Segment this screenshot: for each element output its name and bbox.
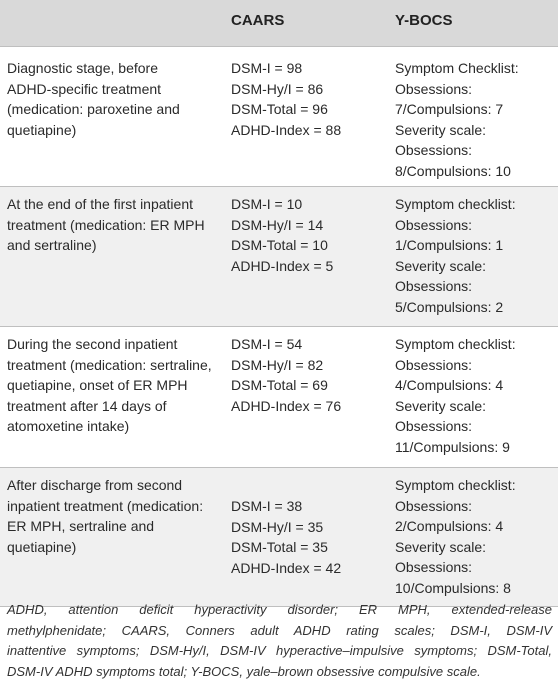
caars-line: DSM-I = 54 xyxy=(231,334,391,355)
stage-line: treatment after 14 days of xyxy=(7,396,225,417)
caars-line: DSM-Total = 96 xyxy=(231,99,391,120)
ybocs-line: Obsessions: xyxy=(395,79,555,100)
ybocs-cell xyxy=(395,194,555,317)
ybocs-line: Symptom checklist: xyxy=(395,475,555,496)
stage-cell xyxy=(7,475,225,557)
stage-line: inpatient treatment (medication: xyxy=(7,496,225,517)
caars-cell xyxy=(231,334,391,416)
ybocs-line: Obsessions: xyxy=(395,355,555,376)
caars-line: ADHD-Index = 5 xyxy=(231,256,391,277)
table-row xyxy=(0,327,558,468)
ybocs-cell xyxy=(395,334,555,457)
ybocs-line: Symptom checklist: xyxy=(395,194,555,215)
table-header xyxy=(0,0,558,47)
ybocs-line: 4/Compulsions: 4 xyxy=(395,375,555,396)
ybocs-line: Severity scale: xyxy=(395,537,555,558)
ybocs-line: 7/Compulsions: 7 xyxy=(395,99,555,120)
header-caars: CAARS xyxy=(231,12,284,29)
ybocs-line: Obsessions: xyxy=(395,215,555,236)
caars-cell xyxy=(231,496,391,578)
caars-line: DSM-Total = 35 xyxy=(231,537,391,558)
stage-line: Diagnostic stage, before xyxy=(7,58,225,79)
caars-line: DSM-Hy/I = 82 xyxy=(231,355,391,376)
caars-line: ADHD-Index = 88 xyxy=(231,120,391,141)
table-row xyxy=(0,468,558,607)
header-ybocs: Y-BOCS xyxy=(395,12,453,29)
stage-cell xyxy=(7,58,225,140)
caars-line: ADHD-Index = 76 xyxy=(231,396,391,417)
ybocs-line: Obsessions: xyxy=(395,416,555,437)
caars-line: DSM-Hy/I = 86 xyxy=(231,79,391,100)
stage-line: ADHD-specific treatment xyxy=(7,79,225,100)
ybocs-line: 2/Compulsions: 4 xyxy=(395,516,555,537)
ybocs-cell xyxy=(395,58,555,181)
stage-line: and sertraline) xyxy=(7,235,225,256)
caars-line: DSM-Total = 69 xyxy=(231,375,391,396)
stage-line: ER MPH, sertraline and xyxy=(7,516,225,537)
ybocs-line: 8/Compulsions: 10 xyxy=(395,161,555,182)
ybocs-line: Obsessions: xyxy=(395,557,555,578)
table-footnote xyxy=(7,600,552,682)
ybocs-line: 1/Compulsions: 1 xyxy=(395,235,555,256)
caars-cell xyxy=(231,194,391,276)
caars-line: DSM-Hy/I = 14 xyxy=(231,215,391,236)
footnote-line: ADHD, attention deficit hyperactivity disorder; ER MPH, extended-release xyxy=(7,600,552,621)
ybocs-line: Obsessions: xyxy=(395,496,555,517)
stage-line: treatment (medication: sertraline, xyxy=(7,355,225,376)
ybocs-line: Severity scale: xyxy=(395,120,555,141)
stage-line: (medication: paroxetine and xyxy=(7,99,225,120)
ybocs-line: 11/Compulsions: 9 xyxy=(395,437,555,458)
stage-line: During the second inpatient xyxy=(7,334,225,355)
ybocs-line: Obsessions: xyxy=(395,140,555,161)
ybocs-line: Severity scale: xyxy=(395,396,555,417)
caars-cell xyxy=(231,58,391,140)
stage-line: quetiapine, onset of ER MPH xyxy=(7,375,225,396)
footnote-line: methylphenidate; CAARS, Conners adult ADHD rating scales; DSM-I, DSM-IV xyxy=(7,621,552,642)
caars-line: DSM-I = 38 xyxy=(231,496,391,517)
footnote-line: DSM-IV ADHD symptoms total; Y-BOCS, yale–brown obsessive compulsive scale. xyxy=(7,662,552,682)
stage-line: At the end of the first inpatient xyxy=(7,194,225,215)
ybocs-line: 10/Compulsions: 8 xyxy=(395,578,555,599)
stage-line: quetiapine) xyxy=(7,120,225,141)
ybocs-line: Obsessions: xyxy=(395,276,555,297)
table-row xyxy=(0,47,558,187)
caars-line: DSM-Total = 10 xyxy=(231,235,391,256)
stage-line: treatment (medication: ER MPH xyxy=(7,215,225,236)
stage-cell xyxy=(7,194,225,256)
stage-cell xyxy=(7,334,225,437)
caars-line: DSM-Hy/I = 35 xyxy=(231,517,391,538)
stage-line: After discharge from second xyxy=(7,475,225,496)
stage-line: atomoxetine intake) xyxy=(7,416,225,437)
caars-line: ADHD-Index = 42 xyxy=(231,558,391,579)
table-row xyxy=(0,187,558,327)
ybocs-cell xyxy=(395,475,555,598)
ybocs-line: 5/Compulsions: 2 xyxy=(395,297,555,318)
stage-line: quetiapine) xyxy=(7,537,225,558)
caars-line: DSM-I = 10 xyxy=(231,194,391,215)
ybocs-line: Severity scale: xyxy=(395,256,555,277)
footnote-line: inattentive symptoms; DSM-Hy/I, DSM-IV hyperactive–impulsive symptoms; DSM-Total, xyxy=(7,641,552,662)
caars-line: DSM-I = 98 xyxy=(231,58,391,79)
ybocs-line: Symptom Checklist: xyxy=(395,58,555,79)
ybocs-line: Symptom checklist: xyxy=(395,334,555,355)
